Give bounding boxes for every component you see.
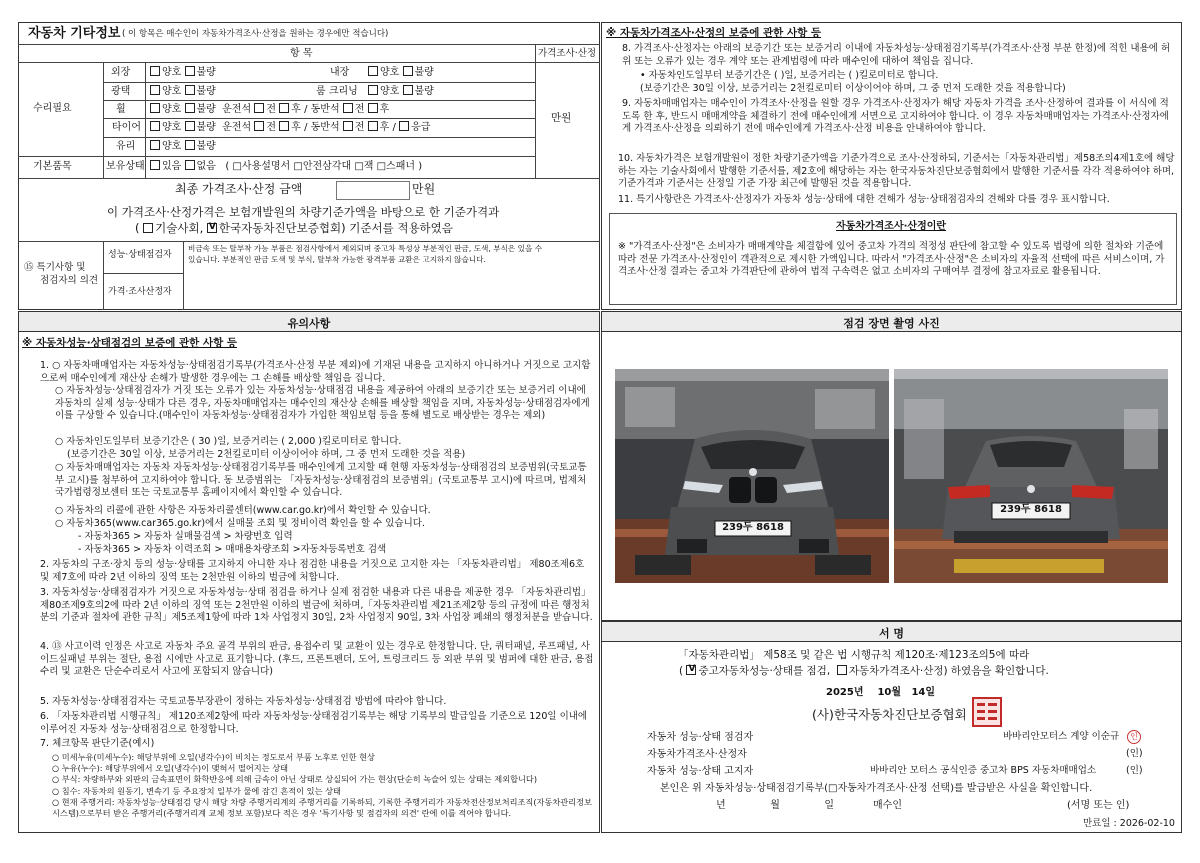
confirm-date: 년 월 일 [716,800,835,811]
note-6: 6. 「자동차관리법 시행규칙」 제120조제2항에 따라 자동차성능·상태점검기록부는 해당 기록부의 발급일을 기준으로 120일 이내에 이루어진 자동차 성능·상태점검으로 한정합니다. [40,711,588,735]
glass-bad-checkbox[interactable] [185,140,195,150]
special-note-2: 있습니다. 부분적인 판금 도색 및 부식, 탈부착 가능한 광격부품 교환은 고지하지 않습니다. [188,255,486,264]
wheel-pass-front-checkbox[interactable] [343,103,353,113]
other-info-title: 자동차 기타정보 [28,26,121,41]
exterior-good-checkbox[interactable] [150,66,160,76]
org-seal [972,697,1002,727]
note-1c: ○ 자동차인도일부터 보증기간은 ( 30 )일, 보증거리는 ( 2,000 )킬로미터로 합니다. [55,436,402,447]
guarantee-item-8-note: (보증기간은 30일 이상, 보증거리는 2천킬로미터 이상이어야 하며, 그 중 먼저 도래한 것을 적용합니다) [640,83,1066,94]
notes-header: 유의사항 [19,312,599,332]
note-1h: - 자동차365 > 자동차 실매물검색 > 차량번호 입력 [78,531,293,542]
options-line: ( □사용설명서 □안전삼각대 □잭 □스패너 ) [225,161,423,172]
note-1e: ○ 자동차매매업자는 자동차 자동차성능·상태점검기록부를 매수인에게 고지할 때 현행 자동차성능·상태점검의 보증범위(국토교통부 고시)를 첨부하여 고지하여야 합니다. 동 보증범위는 「자동차성능·상태점검의 보증범위」(국토교통부 고시)에 따르며, 법제처 국가법령정보센터 또는 국토교통부 홈페이지에서 확인할 수 있습니다. [55,462,587,499]
sign-row-3-label: 자동차 성능·상태 고지자 [647,766,754,777]
possession-yes-checkbox[interactable] [150,160,160,170]
row-interior: 내장 [330,67,350,78]
criteria-3: ○ 부식: 차량하부와 외판의 금속표면이 화학반응에 의해 금속이 아닌 상태로 상실되어 가는 현상(단순히 녹슬어 있는 상태는 제외합니다) [52,774,538,784]
repair-needed-label: 수리필요 [33,103,72,114]
final-price-unit: 만원 [412,182,436,196]
basic-items-label: 기본품목 [33,161,72,172]
criteria-5: ○ 현재 주행거리: 자동차성능·상태점검 당시 해당 차량 주행거리계의 주행거리를 기록하되, 기록한 주행거리가 자동차전산정보처리조직(자동차관리정보시스템)으로부터 받은 주행거리(주행거리계 교체 정보 포함)보다 적은 경우 '특기사항 및 점검자의 의견' 란에 이를 적어야 합니다. [52,797,592,818]
room-good-checkbox[interactable] [368,85,378,95]
basis-line1: 이 가격조사·산정가격은 보험개발원의 차량기준가액을 바탕으로 한 기준가격과 [107,205,500,219]
criteria-1: ○ 미세누유(미세누수): 해당부위에 오일(냉각수)이 비치는 정도로서 부품 노후로 인한 현상 [52,752,375,762]
row-glass: 유리 [116,141,136,152]
glass-options[interactable]: 양호 불량 [150,140,216,153]
confirm-line: 본인은 위 자동차성능·상태점검기록부(□자동차가격조사·산정 선택)를 발급받은 사실을 확인합니다. [660,783,1093,794]
tire-bad-checkbox[interactable] [185,121,195,131]
col-price-header: 가격조사·산정 [538,48,597,59]
sign-row-2-seal: (인) [1126,748,1143,759]
final-price-label: 최종 가격조사·산정 금액 [175,182,303,196]
front-car-photo [615,369,889,583]
basis-line2: ( 기술사회, V한국자동차진단보증협회) 기준서를 적용하였음 [135,222,453,235]
interior-good-checkbox[interactable] [368,66,378,76]
front-plate-text: 239두 8618 [722,522,784,533]
choice-price-checkbox[interactable] [837,665,847,675]
wheel-good-checkbox[interactable] [150,103,160,113]
note-4: 4. ⑬ 사고이력 인정은 사고로 자동차 주요 골격 부위의 판금, 용접수리 및 교환이 있는 경우로 한정합니다. 단, 쿼터패널, 루프패널, 사이드실패널 부위는 절단, 용접 시에만 사고로 표기합니다. (후드, 프론트펜더, 도어, 트렁크리드 등 외판 부위 및 범퍼에 대한 판금, 용접수리 및 교환은 단순수리로서 사고에 포함되지 않습니다) [40,641,594,678]
note-1f: ○ 자동차의 리콜에 관한 사항은 자동차리콜센터(www.car.go.kr)에서 확인할 수 있습니다. [55,505,431,516]
guarantee-item-10: 10. 자동차가격은 보험개발원이 정한 차량기준가액을 기준가격으로 조사·산정하되, 기준서는「자동차관리법」제58조의4제1호에 해당하는 자는 기술사회에서 발행한 기준서를, 제2호에 해당하는 자는 한국자동차진단보증협회에서 발행한 기준서를 각각 적용하여야 하며, 기준가격과 기준서는 산정일 기준 가장 최근에 발행된 것을 적용합니다. [618,153,1175,190]
row-possession: 보유상태 [106,161,145,172]
guarantee-item-9: 9. 자동차매매업자는 매수인이 가격조사·산정을 원할 경우 가격조사·산정자가 해당 자동차 가격을 조사·산정하여 결과를 이 서식에 적도록 한 후, 반드시 매매계약을 체결하기 전에 매수인에게 서면으로 고지하여야 합니다. 이 경우 자동차매매업자는 가격조사·산정자에게 가격조사·산정을 의뢰하기 전에 매수인에게 가격조사·산정 비용을 안내하여야 합니다. [622,98,1169,135]
tire-options[interactable]: 양호 불량 운전석 전 후 / 동반석 전 후 / 응급 [150,121,430,134]
glass-good-checkbox[interactable] [150,140,160,150]
price-unit: 만원 [551,112,572,124]
note-5: 5. 자동차성능·상태점검자는 국토교통부장관이 정하는 자동차성능·상태점검 방법에 따라야 합니다. [40,696,447,707]
gloss-good-checkbox[interactable] [150,85,160,95]
criteria-4: ○ 침수: 자동차의 원동기, 변속기 등 주요장치 일부가 물에 잠긴 흔적이 있는 상태 [52,786,341,796]
interior-bad-checkbox[interactable] [403,66,413,76]
guarantee-item-8-period: • 자동차인도일부터 보증기간은 ( )일, 보증거리는 ( )킬로미터로 합니다. [640,70,939,81]
price-inspector-label: 가격·조사산정자 [108,287,172,297]
basis-tech-checkbox[interactable] [143,223,153,233]
note-7: 7. 체크항목 판단기준(예시) [40,738,155,749]
possession-no-checkbox[interactable] [185,160,195,170]
signature-date: 2025년 10월 14일 [826,687,936,698]
tire-good-checkbox[interactable] [150,121,160,131]
sign-row-2-label: 자동차가격조사·산정자 [647,749,747,760]
basis-kaia-checkbox[interactable] [207,223,217,233]
wheel-pass-rear-checkbox[interactable] [368,103,378,113]
tire-pass-rear-checkbox[interactable] [368,121,378,131]
perf-inspector-label: 성능·상태점검자 [108,250,172,260]
buyer-sign: (서명 또는 인) [1067,800,1130,811]
row-tire: 타이어 [112,122,141,133]
criteria-2: ○ 누유(누수): 해당부위에서 오일(냉각수)이 맺혀서 떨어지는 상태 [52,763,289,773]
note-1d: (보증기간은 30일 이상, 보증거리는 2천킬로미터 이상이어야 하며, 그 중 먼저 도래한 것을 적용) [67,449,466,460]
gloss-bad-checkbox[interactable] [185,85,195,95]
signature-header: 서 명 [602,622,1181,642]
note-2: 2. 자동차의 구조·장치 등의 성능·상태를 고지하지 아니한 자나 점검한 내용을 거짓으로 고지한 자는 「자동차관리법」 제80조제6호 및 제7호에 따라 2년 이하의 징역 또는 2천만원 이하의 벌금에 처합니다. [40,559,585,583]
final-price-input[interactable] [336,181,410,200]
row-gloss: 광택 [111,86,131,97]
special-note-1: 비금속 또는 탈부착 가능 부품은 점검사항에서 제외되며 중고차 특성상 부분적인 판금, 도색, 부식은 있을 수 [188,244,543,253]
wheel-driver-rear-checkbox[interactable] [279,103,289,113]
price-explain-text: ※ "가격조사·산정"은 소비자가 매매계약을 체결함에 있어 중고차 가격의 적정성 판단에 참고할 수 있도록 법령에 의한 절차와 기준에 따라 전문 가격조사·산정인이 객관적으로 제시한 가액입니다. 따라서 "가격조사·산정"은 소비자의 자율적 선택에 따른 서비스이며, 가격조사·산정 결과는 중고차 가격판단에 관하여 법적 구속력은 없고 소비자의 구매여부 결정에 참고자료로 활용됩니다. [618,241,1165,278]
guarantee-title: ※ 자동차가격조사·산정의 보증에 관한 사항 등 [606,27,822,39]
signature-org: (사)한국자동차진단보증협회 [812,707,967,722]
notes-title: ※ 자동차성능·상태점검의 보증에 관한 사항 등 [22,337,238,349]
tire-pass-front-checkbox[interactable] [343,121,353,131]
note-3: 3. 자동차성능·상태점검자가 거짓으로 자동차성능·상태 점검을 하거나 실제 점검한 내용과 다른 내용을 제공한 경우 「자동차관리법」제80조제9호의2에 따라 2년 이하의 징역 또는 2천만원 이하의 벌금에 처하며,「자동차관리법 제21조제2항 등의 규정에 따른 행정처분의 기준과 절차에 관한 규칙」제5조제1항에 따라 1차 사업정지 30일, 2차 사업정지 90일, 3차 사업장 폐쇄의 행정처분을 받습니다. [40,587,593,624]
inspector-seal: 인 [1127,730,1141,744]
choice-performance-checkbox[interactable] [686,665,696,675]
sign-row-3-value: 바바리안 모터스 공식인증 중고차 BPS 자동차매매업소 [870,765,1097,776]
special-label-1: ⑮ 특기사항 및 [24,262,86,273]
rear-plate-text: 239두 8618 [1000,504,1062,515]
row-exterior: 외장 [111,67,131,78]
note-1b: ○ 자동차성능·상태점검자가 거짓 또는 오류가 있는 자동차성능·상태점검 내용을 제공하여 아래의 보증기간 또는 보증거리 이내에 자동차의 실제 성능·상태가 다른 경우, 자동차매매업자는 매수인의 재산상 손해를 배상할 책임을 지며, 자동차성능·상태점검자에게 이를 구상할 수 있습니다.(매수인이 자동차성능·상태점검자가 가입한 책임보험 등을 통해 별도로 배상받는 경우는 제외) [55,385,590,422]
guarantee-item-11: 11. 특기사항란은 가격조사·산정자가 자동차 성능·상태에 대한 견해가 성능·상태점검자의 견해와 다를 경우 표시합니다. [618,194,1110,205]
sign-row-3-seal: (인) [1126,765,1143,776]
special-label-2: 점검자의 의견 [40,275,99,286]
expiry-date: 만료일 : 2026-02-10 [1083,818,1175,829]
other-info-subtitle: ( 이 항목은 매수인이 자동차가격조사·산정을 원하는 경우에만 적습니다) [122,29,389,39]
signature-choice-line: ( V중고자동차성능·상태를 점검, 자동차가격조사·산정) 하였음을 확인합니다. [679,665,1049,677]
tire-driver-front-checkbox[interactable] [254,121,264,131]
wheel-bad-checkbox[interactable] [185,103,195,113]
gloss-options[interactable]: 양호 불량 [150,85,216,98]
tire-driver-rear-checkbox[interactable] [279,121,289,131]
signature-law-line: 「자동차관리법」 제58조 및 같은 법 시행규칙 제120조·제123조의5에 따라 [678,649,1030,661]
tire-emergency-checkbox[interactable] [399,121,409,131]
note-1g: ○ 자동차365(www.car365.go.kr)에서 실매물 조회 및 정비이력 확인을 할 수 있습니다. [55,518,425,529]
possession-options[interactable]: 있음 없음 ( □사용설명서 □안전삼각대 □잭 □스패너 ) [150,160,422,173]
room-bad-checkbox[interactable] [403,85,413,95]
exterior-bad-checkbox[interactable] [185,66,195,76]
rear-car-photo [894,369,1168,583]
exterior-options[interactable]: 양호 불량 [150,66,216,79]
note-1a: 1. ○ 자동차매매업자는 자동차성능·상태점검기록부(가격조사·산정 부분 제외)에 기재된 내용을 고지하지 아니하거나 거짓으로 고지함으로써 매수인에게 재산상 손해가 발생한 경우에는 그 손해를 배상할 책임을 집니다. [40,360,591,384]
wheel-options[interactable]: 양호 불량 운전석 전 후 / 동반석 전 후 [150,103,389,116]
buyer-label: 매수인 [873,800,902,811]
interior-options[interactable]: 양호 불량 [368,66,434,79]
sign-row-1-label: 자동차 성능·상태 점검자 [647,732,754,743]
row-wheel: 휠 [116,104,126,115]
col-item-header: 항 목 [290,48,313,59]
row-room-cleaning: 룸 크리닝 [316,86,358,97]
guarantee-item-8: 8. 가격조사·산정자는 아래의 보증기간 또는 보증거리 이내에 자동차성능·상태점검기록부(가격조사·산정 부분 한정)에 적힌 내용에 허위 또는 오류가 있는 경우 계약 또는 관계법령에 따라 매수인에 대하여 책임을 집니다. [622,43,1171,67]
note-1i: - 자동차365 > 자동차 이력조회 > 매매용차량조회 >자동차등록번호 검색 [78,544,387,555]
price-explain-title: 자동차가격조사·산정이란 [836,221,947,232]
sign-row-1-value: 바바리안모터스 계양 이순규 [1003,731,1120,742]
wheel-driver-front-checkbox[interactable] [254,103,264,113]
photo-header: 점검 장면 촬영 사진 [602,312,1181,332]
room-options[interactable]: 양호 불량 [368,85,434,98]
